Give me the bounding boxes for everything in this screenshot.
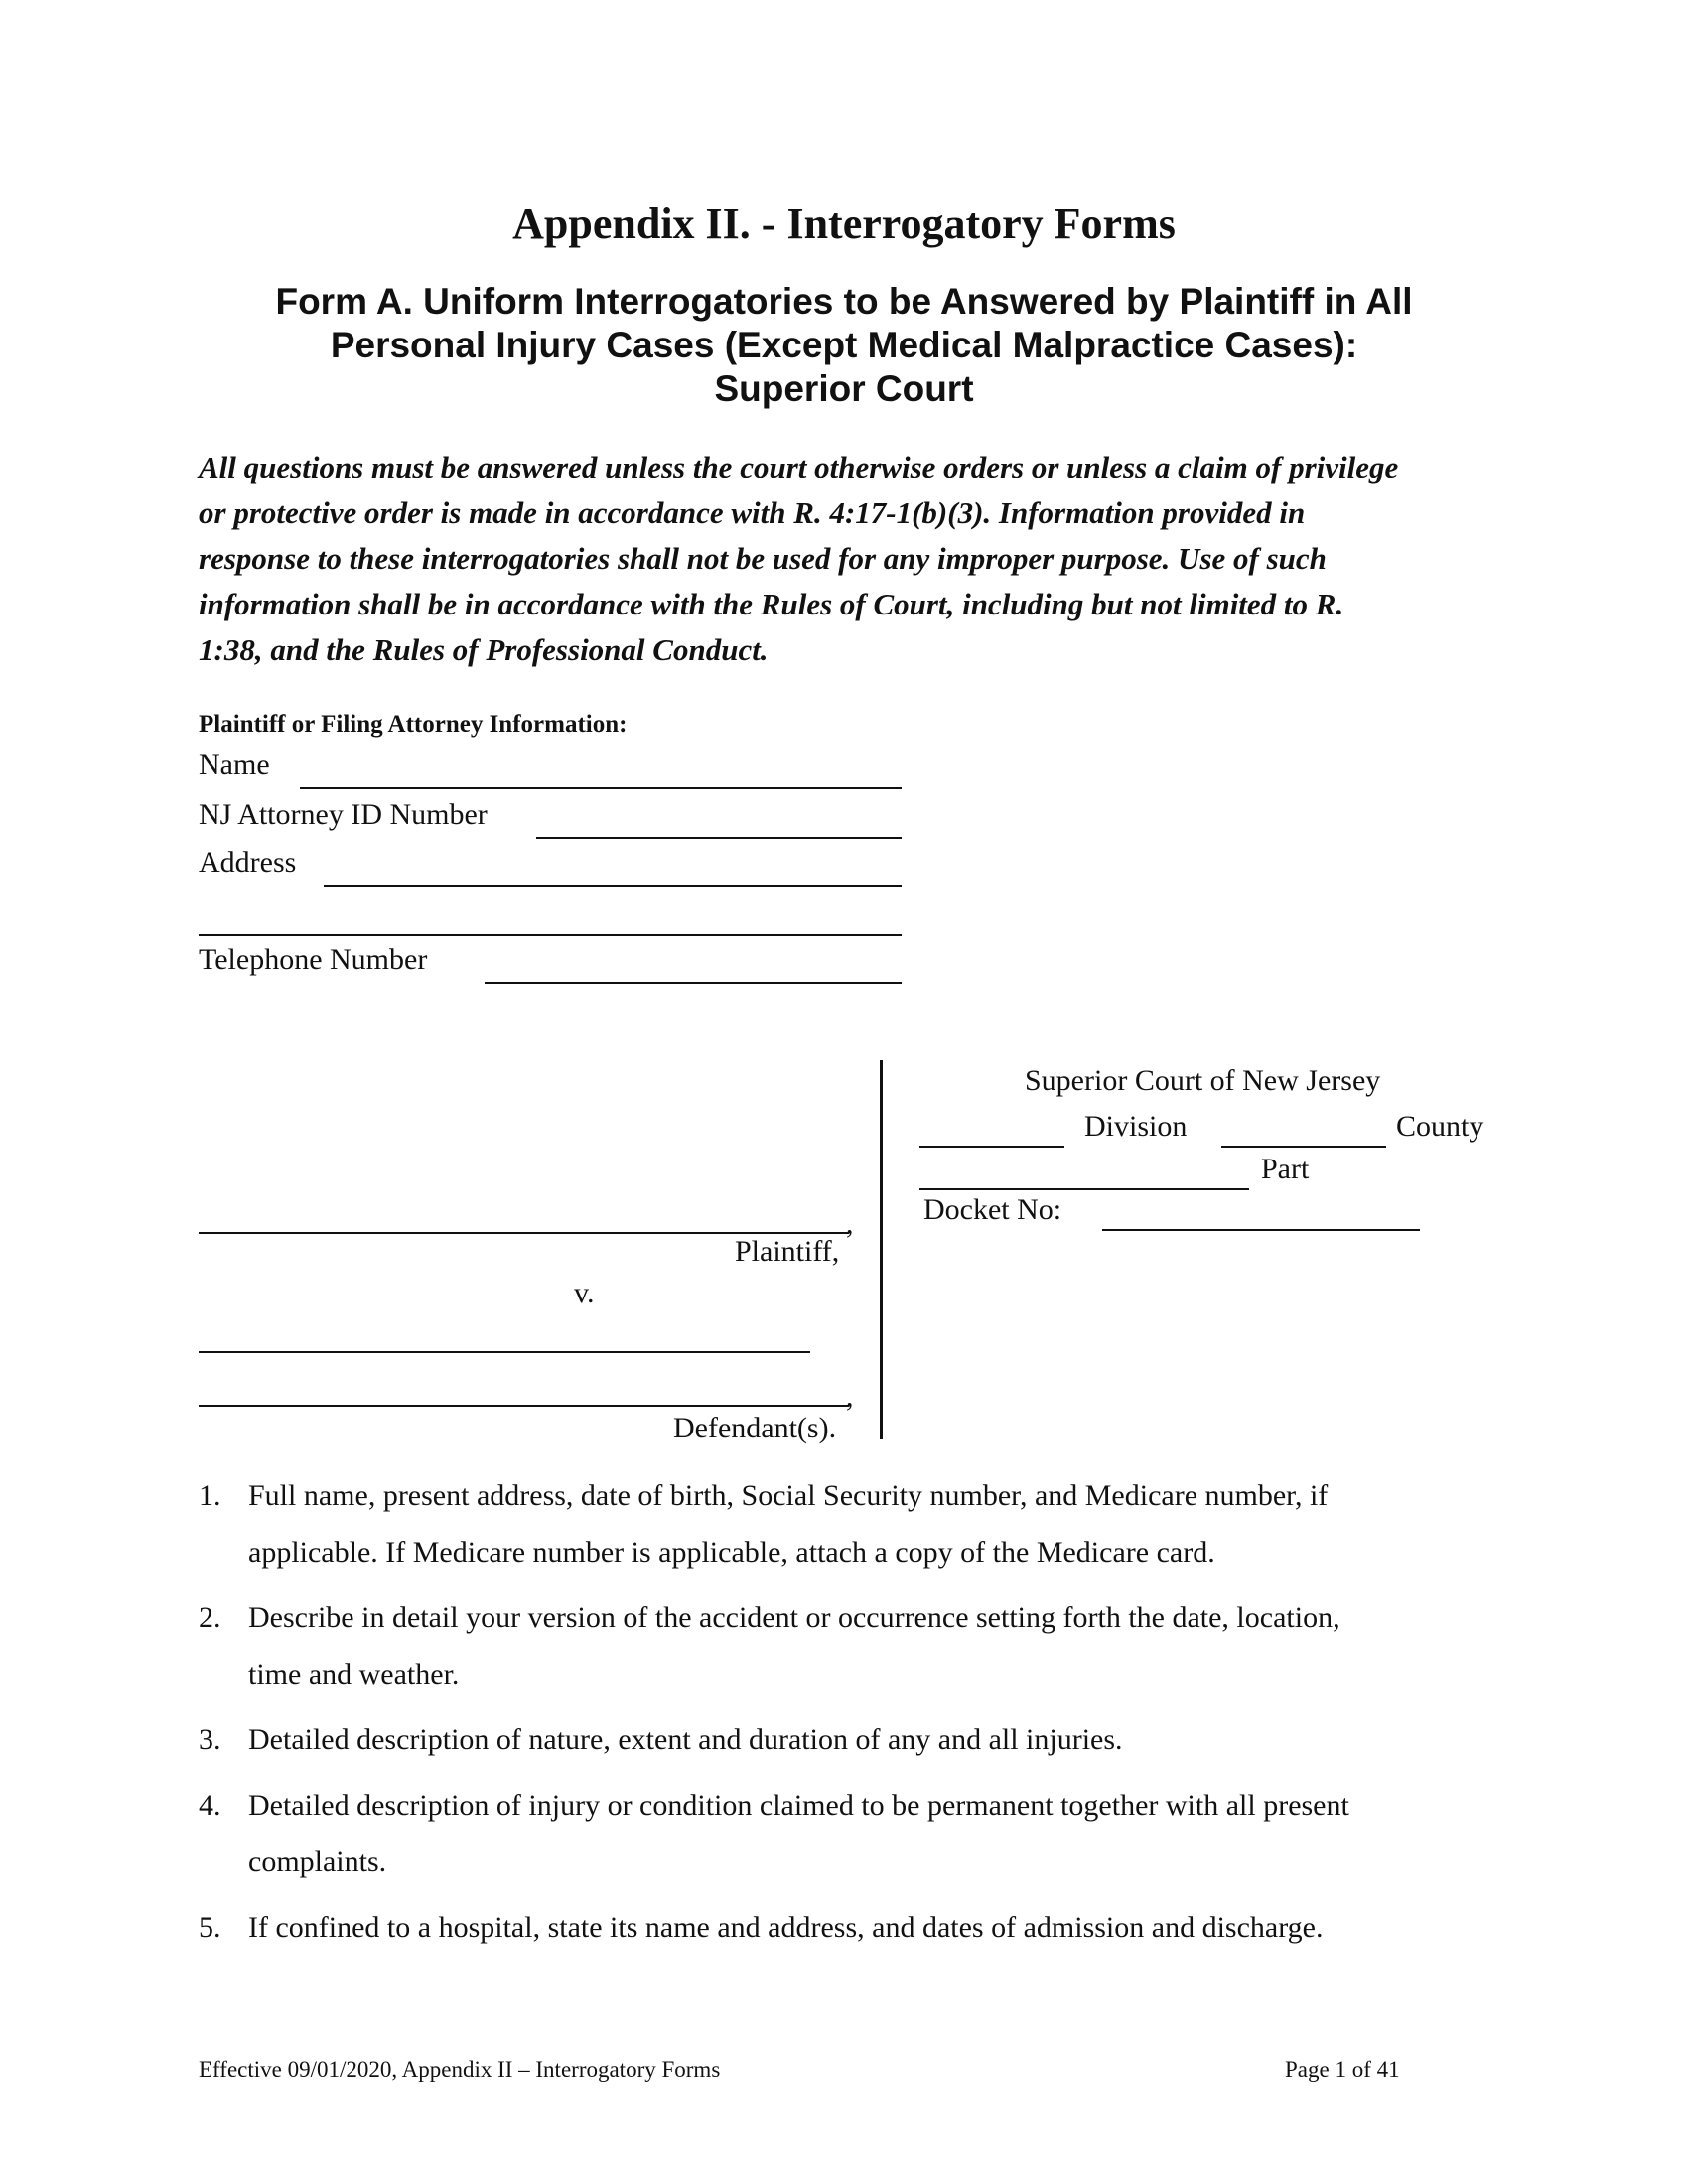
interrogatory-list — [199, 1467, 1509, 1965]
plaintiff-comma: , — [846, 1207, 854, 1240]
question-text-line: applicable. If Medicare number is applicable, attach a copy of the Medicare card. — [248, 1536, 1215, 1569]
county-label: County — [1396, 1110, 1484, 1143]
footer-page-number: Page 1 of 41 — [1285, 2057, 1400, 2082]
attorney-id-label: NJ Attorney ID Number — [199, 798, 488, 831]
form-title-line: Personal Injury Cases (Except Medical Malpractice Cases): — [330, 325, 1358, 365]
list-item — [199, 1711, 1509, 1768]
division-label: Division — [1084, 1110, 1188, 1143]
defendant-name-field[interactable] — [199, 1351, 810, 1353]
defendant-comma: , — [846, 1380, 854, 1413]
versus-label: v. — [574, 1277, 595, 1309]
appendix-title: Appendix II. - Interrogatory Forms — [512, 200, 1176, 248]
list-item — [199, 1589, 1509, 1703]
question-number: 1. — [199, 1479, 221, 1512]
question-text-line: If confined to a hospital, state its name and address, and dates of admission and discharge. — [248, 1911, 1324, 1944]
question-number: 4. — [199, 1789, 221, 1822]
address-field-line-2[interactable] — [199, 934, 902, 936]
county-field[interactable] — [1221, 1146, 1386, 1148]
plaintiff-label: Plaintiff, — [735, 1235, 840, 1268]
defendant-name-field-2[interactable] — [199, 1405, 849, 1407]
caption-divider — [880, 1060, 883, 1439]
name-field[interactable] — [300, 787, 902, 789]
question-text-line: time and weather. — [248, 1658, 460, 1691]
list-item — [199, 1777, 1509, 1890]
part-field[interactable] — [919, 1188, 1249, 1190]
part-label: Part — [1261, 1153, 1310, 1185]
footer-effective-date: Effective 09/01/2020, Appendix II – Interrogatory Forms — [199, 2057, 721, 2082]
question-number: 2. — [199, 1601, 221, 1634]
court-name: Superior Court of New Jersey — [1025, 1064, 1381, 1097]
division-field[interactable] — [919, 1146, 1064, 1148]
address-field[interactable] — [324, 885, 902, 887]
instructions-line: All questions must be answered unless the court otherwise orders or unless a claim of privilege — [199, 450, 1399, 484]
form-title — [199, 280, 1489, 411]
docket-label: Docket No: — [923, 1193, 1062, 1226]
question-number: 5. — [199, 1911, 221, 1944]
list-item — [199, 1899, 1509, 1956]
instructions-line: information shall be in accordance with the Rules of Court, including but not limited to R. — [199, 587, 1344, 621]
list-item — [199, 1467, 1509, 1580]
docket-number-field[interactable] — [1102, 1229, 1420, 1231]
form-title-line: Form A. Uniform Interrogatories to be Answered by Plaintiff in All — [275, 281, 1413, 322]
telephone-label: Telephone Number — [199, 943, 428, 976]
address-label: Address — [199, 846, 297, 879]
plaintiff-name-field[interactable] — [199, 1232, 849, 1234]
instructions-paragraph — [199, 445, 1509, 673]
question-number: 3. — [199, 1723, 221, 1756]
name-label: Name — [199, 749, 270, 781]
instructions-line: or protective order is made in accordance with R. 4:17-1(b)(3). Information provided in — [199, 495, 1306, 530]
telephone-field[interactable] — [485, 982, 902, 984]
attorney-id-field[interactable] — [536, 837, 902, 839]
question-text-line: Detailed description of injury or condition claimed to be permanent together with all present — [248, 1789, 1349, 1822]
attorney-info-heading: Plaintiff or Filing Attorney Information: — [199, 711, 628, 738]
question-text-line: complaints. — [248, 1845, 387, 1878]
question-text-line: Detailed description of nature, extent and duration of any and all injuries. — [248, 1723, 1123, 1756]
question-text-line: Describe in detail your version of the accident or occurrence setting forth the date, location, — [248, 1601, 1340, 1634]
form-title-line: Superior Court — [714, 368, 974, 409]
instructions-line: response to these interrogatories shall not be used for any improper purpose. Use of such — [199, 541, 1327, 576]
instructions-line: 1:38, and the Rules of Professional Conduct. — [199, 632, 769, 667]
defendant-label: Defendant(s). — [673, 1412, 837, 1444]
question-text-line: Full name, present address, date of birth, Social Security number, and Medicare number, if — [248, 1479, 1329, 1512]
